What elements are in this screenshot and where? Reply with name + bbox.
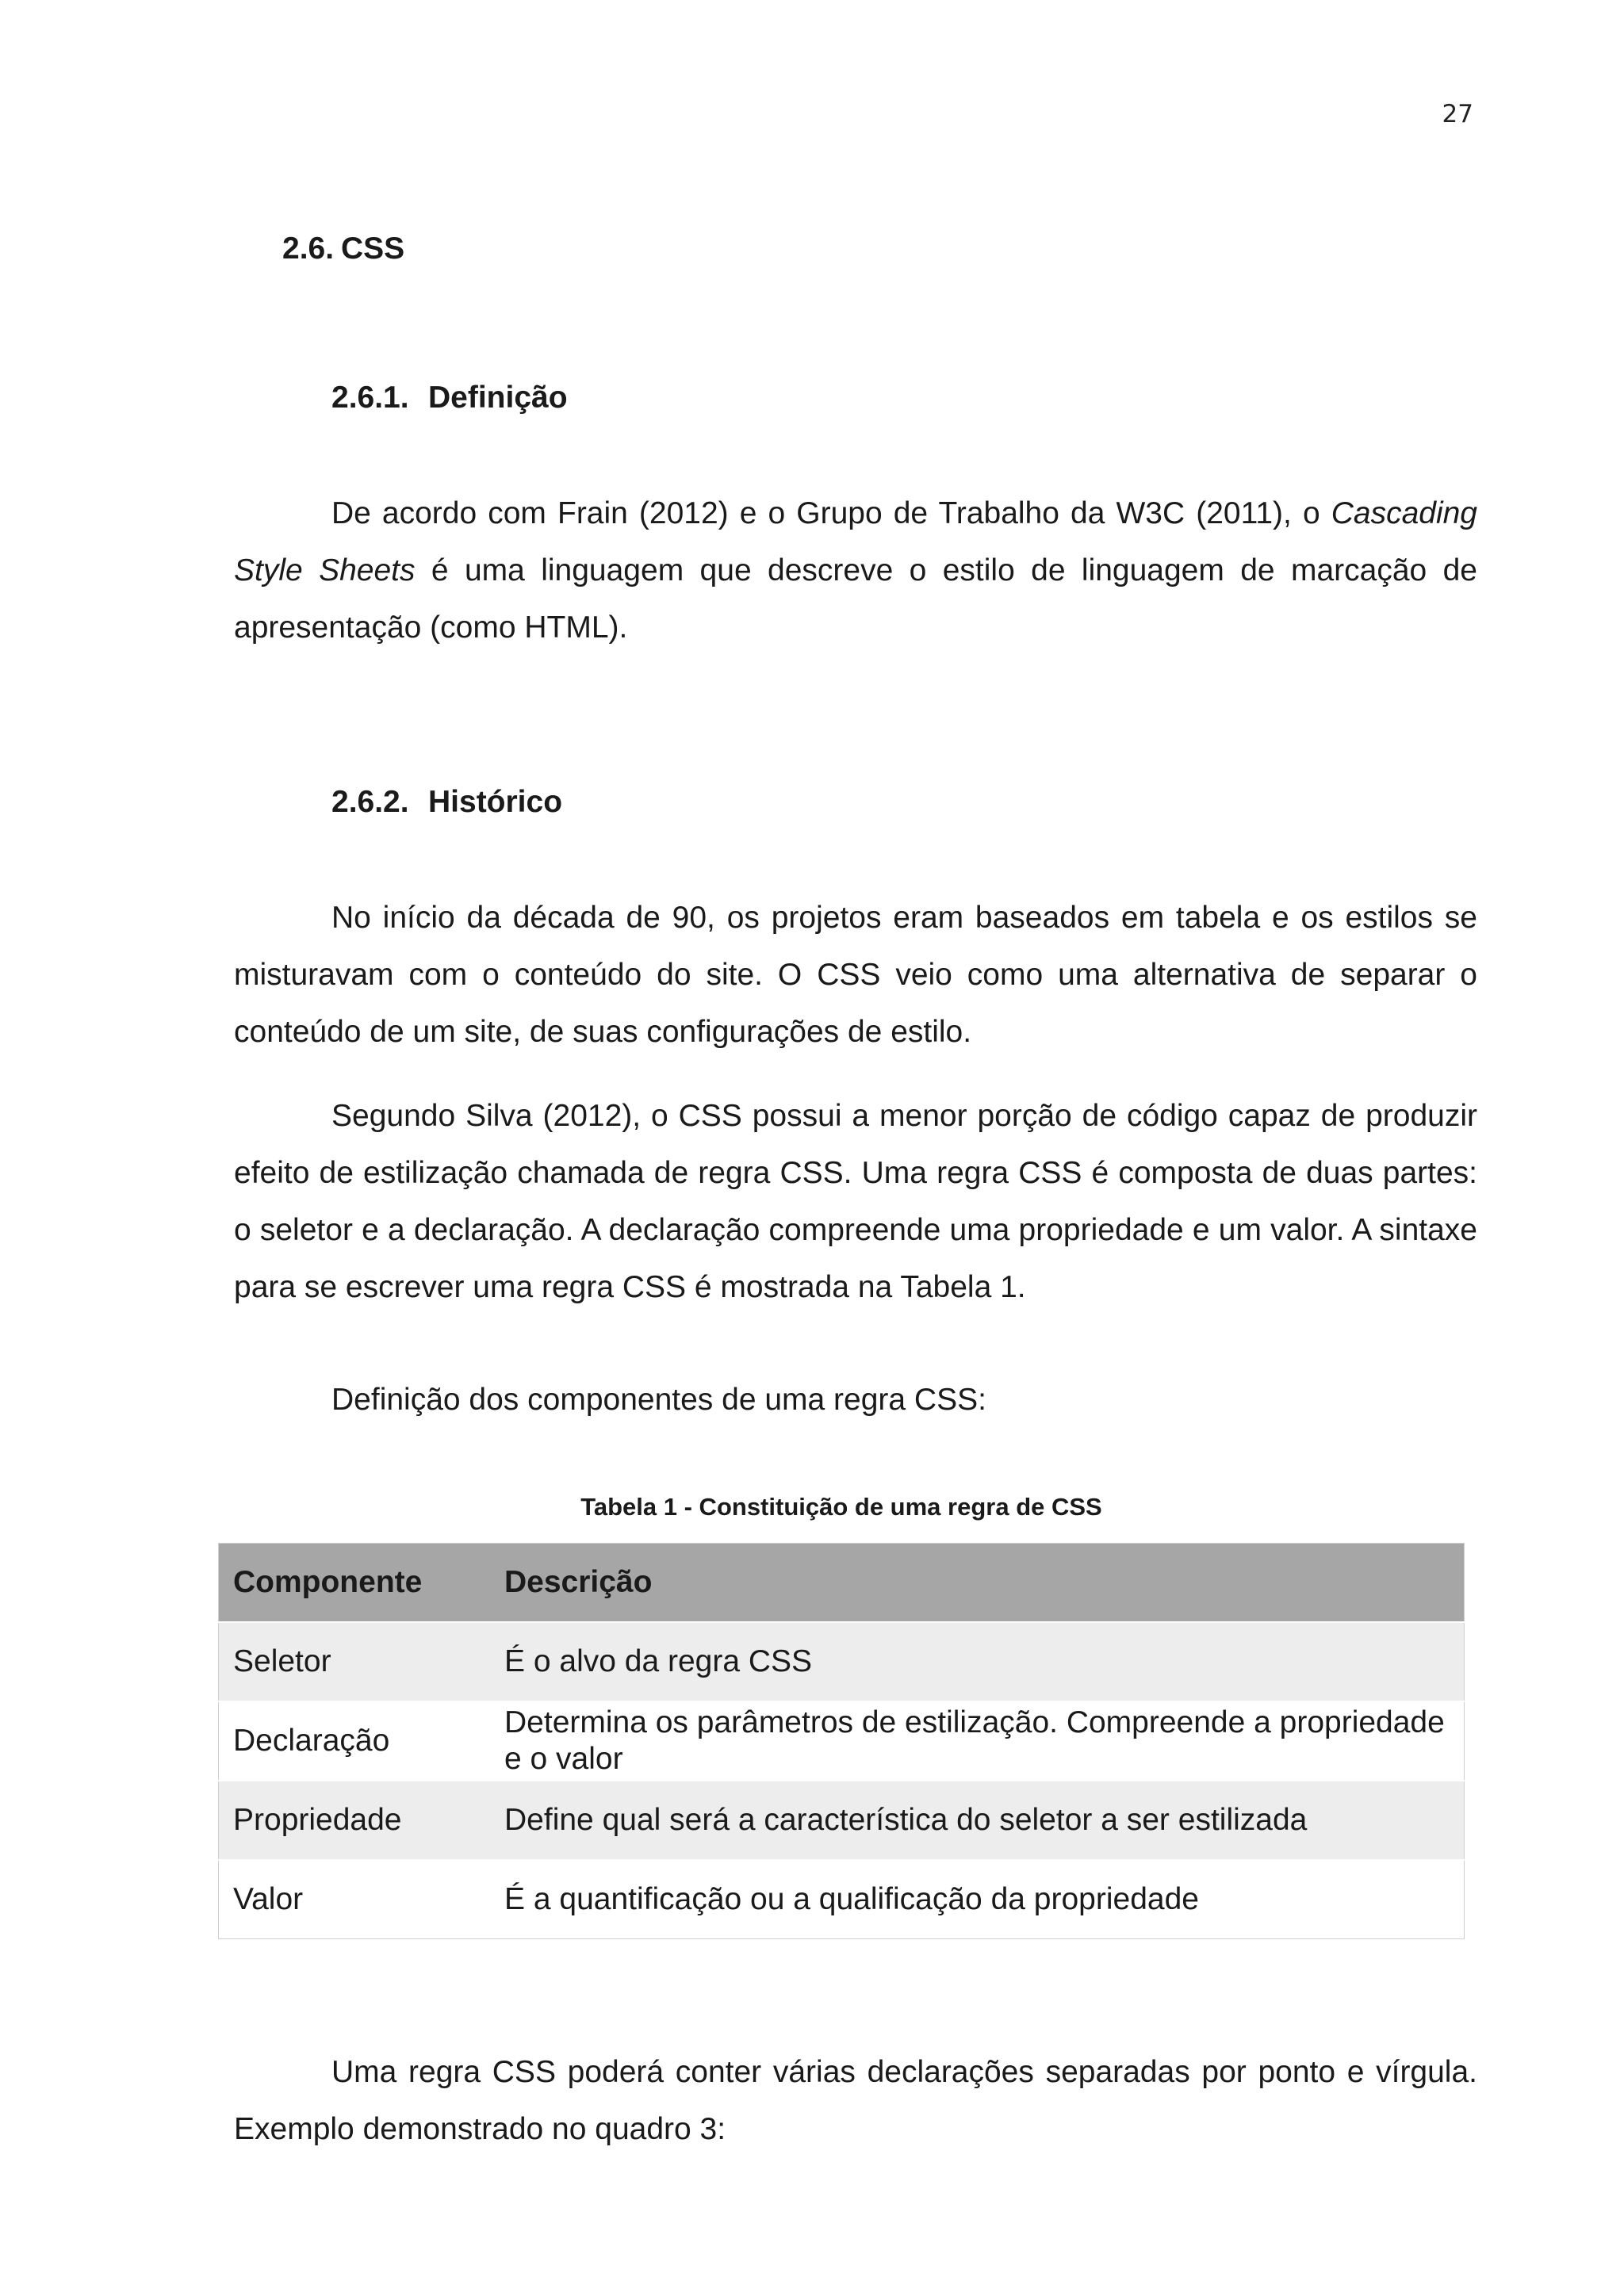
history-paragraph-2	[234, 1088, 1477, 1316]
css-rule-table	[218, 1543, 1465, 1939]
table-caption: Tabela 1 - Constituição de uma regra de CSS	[580, 1493, 1102, 1521]
table-row	[219, 1781, 1465, 1860]
definition-text-end: é uma linguagem que descreve o estilo de linguagem de marcação de apresentação (como HTML).	[234, 553, 1477, 645]
subsection-number: 2.6.1.	[331, 381, 409, 415]
table-header-cell: Descrição	[490, 1544, 1465, 1623]
table-row	[219, 1701, 1465, 1781]
page-number: 27	[1442, 100, 1473, 128]
table-cell-description: Define qual será a característica do seletor a ser estilizada	[490, 1781, 1465, 1860]
history-paragraph-3	[331, 1372, 1477, 1429]
table-cell-component: Seletor	[219, 1622, 491, 1701]
table-row	[219, 1860, 1465, 1939]
table-cell-component: Declaração	[219, 1701, 491, 1781]
definition-text-italic: Cascading Style Sheets	[234, 496, 1477, 587]
subsection-title: Histórico	[428, 785, 563, 819]
table-row	[219, 1622, 1465, 1701]
subsection-heading-definition	[331, 381, 568, 415]
subsection-heading-history	[331, 785, 562, 820]
table-header-row	[219, 1544, 1465, 1623]
section-title: CSS	[341, 232, 405, 266]
section-number: 2.6.	[282, 232, 335, 266]
history-text-1: No início da década de 90, os projetos eram baseados em tabela e os estilos se misturavam com o conteúdo do site. O CSS veio como uma alternativa de separar o conteúdo de um site, de suas configurações de estilo.	[234, 901, 1477, 1049]
subsection-number: 2.6.2.	[331, 785, 409, 819]
table-cell-description: É o alvo da regra CSS	[490, 1622, 1465, 1701]
table-cell-description: Determina os parâmetros de estilização. Compreende a propriedade e o valor	[490, 1701, 1465, 1781]
history-paragraph-1	[234, 890, 1477, 1061]
closing-paragraph	[234, 2044, 1477, 2158]
closing-text: Uma regra CSS poderá conter várias declarações separadas por ponto e vírgula. Exemplo demonstrado no quadro 3:	[234, 2055, 1477, 2146]
definition-text-start: De acordo com Frain (2012) e o Grupo de Trabalho da W3C (2011), o	[331, 496, 1331, 530]
table-cell-component: Valor	[219, 1860, 491, 1939]
history-text-2: Segundo Silva (2012), o CSS possui a menor porção de código capaz de produzir efeito de estilização chamada de regra CSS. Uma regra CSS é composta de duas partes: o seletor e a declaração. A declaração compreende uma propriedade e um valor. A sintaxe para se escrever uma regra CSS é mostrada na Tabela 1.	[234, 1099, 1477, 1304]
table-header-cell: Componente	[219, 1544, 491, 1623]
subsection-title: Definição	[428, 381, 568, 415]
table-cell-component: Propriedade	[219, 1781, 491, 1860]
definition-paragraph	[234, 485, 1477, 656]
table-cell-description: É a quantificação ou a qualificação da propriedade	[490, 1860, 1465, 1939]
history-text-3: Definição dos componentes de uma regra CSS:	[331, 1383, 986, 1417]
section-heading-css	[282, 232, 404, 266]
